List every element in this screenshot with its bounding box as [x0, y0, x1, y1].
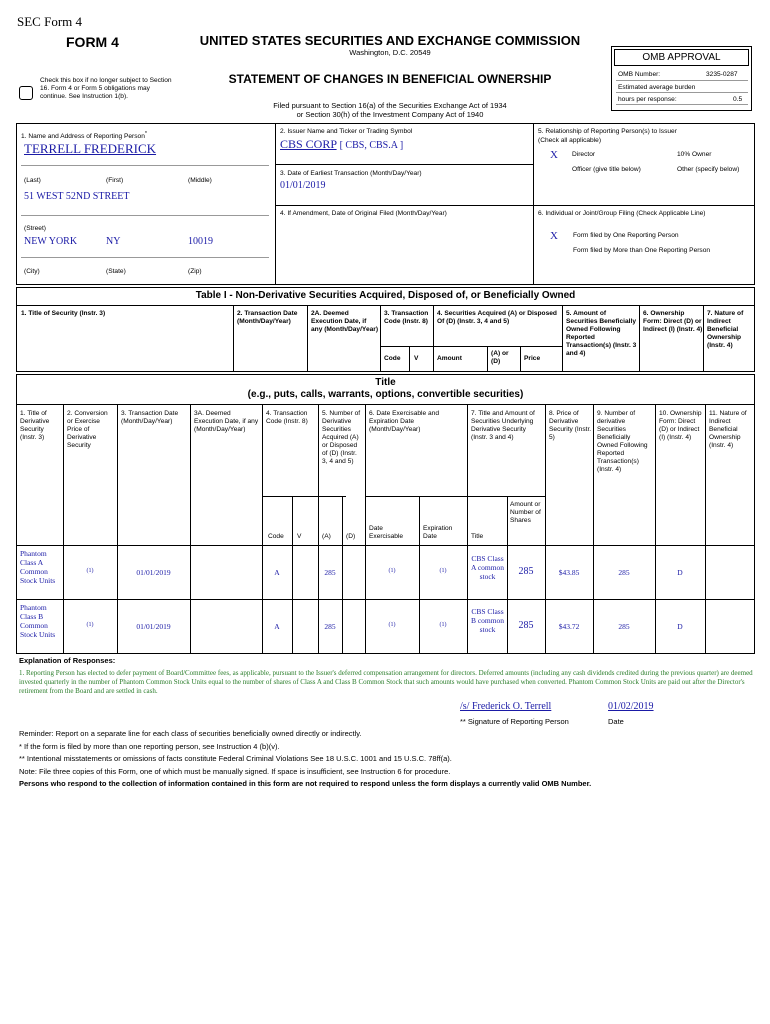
note-1: * If the form is filed by more than one reporting person, see Instruction 4 (b)(v). — [19, 742, 280, 751]
t2-col9: 9. Number of derivative Securities Beneficially Owned Following Reported Transaction(s) (Instr. 4) — [597, 410, 648, 473]
t2-col4: 4. Transaction Code (Instr. 8) — [266, 410, 308, 425]
relationship-label: 5. Relationship of Reporting Person(s) to Issuer — [538, 128, 677, 135]
table-2-subtitle: (e.g., puts, calls, warrants, options, convertible securities) — [247, 389, 524, 400]
t1-col6: 6. Ownership Form: Direct (D) or Indirect (I) (Instr. 4) — [643, 310, 703, 333]
t1-a-or-d: (A) or (D) — [491, 350, 509, 365]
amendment-label: 4. If Amendment, Date of Original Filed (Month/Day/Year) — [280, 210, 447, 217]
issuer-name[interactable]: CBS CORP — [280, 137, 337, 151]
sec-form-label: SEC Form 4 — [17, 14, 83, 29]
t2-col1: 1. Title of Derivative Security (Instr. 3) — [20, 410, 50, 441]
other-label: Other (specify below) — [677, 166, 740, 173]
t2-expiration-date: Expiration Date — [423, 525, 453, 540]
t2-row2-price: $43.72 — [558, 622, 580, 631]
t2-col6: 6. Date Exercisable and Expiration Date (Month/Day/Year) — [369, 410, 440, 433]
director-label: Director — [572, 151, 596, 158]
t2-col3a: 3A. Deemed Execution Date, if any (Month/Day/Year) — [194, 410, 259, 433]
relationship-sublabel: (Check all applicable) — [538, 137, 602, 144]
t1-amount: Amount — [437, 355, 462, 362]
last-label: (Last) — [24, 177, 41, 184]
t2-col11: 11. Nature of Indirect Beneficial Ownership (Instr. 4) — [709, 410, 747, 449]
earliest-date-label: 3. Date of Earliest Transaction (Month/Day/Year) — [280, 170, 422, 177]
t2-row2-code: A — [274, 622, 280, 631]
t2-row2-amount: 285 — [324, 622, 336, 631]
statement-title: STATEMENT OF CHANGES IN BENEFICIAL OWNERSHIP — [228, 72, 552, 86]
ten-percent-label: 10% Owner — [677, 151, 712, 158]
t2-row2-date: 01/01/2019 — [136, 622, 171, 631]
t2-col7: 7. Title and Amount of Securities Underlying Derivative Security (Instr. 3 and 4) — [471, 410, 535, 441]
t2-row1-underlying-amount: 285 — [518, 566, 534, 577]
t2-row2-exercisable: (1) — [388, 622, 396, 628]
t2-date-exercisable: Date Exercisable — [369, 525, 404, 540]
reporting-person-label: 1. Name and Address of Reporting Person* — [21, 131, 148, 141]
t2-row2-underlying-amount: 285 — [518, 620, 534, 631]
date-label: Date — [608, 717, 624, 726]
state-value: NY — [106, 236, 121, 247]
t1-col5: 5. Amount of Securities Beneficially Owned Following Reported Transaction(s) (Instr. 3 and 4) — [566, 310, 637, 357]
issuer-ticker: [ CBS, CBS.A ] — [339, 140, 404, 151]
commission-title: UNITED STATES SECURITIES AND EXCHANGE COMMISSION — [199, 33, 581, 48]
one-person-label: Form filed by One Reporting Person — [573, 232, 679, 239]
note-2: ** Intentional misstatements or omissions of facts constitute Federal Criminal Violations See 18 U.S.C. 1001 and 15 U.S.C. 78ff(a). — [19, 754, 452, 763]
officer-label: Officer (give title below) — [572, 166, 641, 173]
t1-col2: 2. Transaction Date (Month/Day/Year) — [237, 310, 298, 325]
t1-col2a: 2A. Deemed Execution Date, if any (Month/Day/Year) — [311, 310, 379, 333]
t2-amount-shares: Amount or Number of Shares — [510, 501, 541, 524]
filed-line-2: or Section 30(h) of the Investment Company Act of 1940 — [296, 110, 484, 119]
city-label: (City) — [24, 268, 40, 275]
t1-v: V — [414, 355, 419, 362]
omb-hours-label: hours per response: — [618, 96, 677, 103]
t2-d: (D) — [346, 533, 356, 540]
t2-row2-security: Phantom Class B Common Stock Units — [20, 603, 56, 639]
street-label: (Street) — [24, 225, 46, 232]
t1-col7: 7. Nature of Indirect Beneficial Ownership (Instr. 4) — [707, 310, 744, 349]
note-3: Note: File three copies of this Form, one of which must be manually signed. If space is insufficient, see Instruction 6 for procedure. — [19, 767, 451, 776]
t2-a: (A) — [322, 533, 331, 540]
t1-price: Price — [524, 355, 541, 362]
reporting-person-name[interactable]: TERRELL FREDERICK — [24, 141, 157, 156]
t2-row1-form: D — [677, 568, 683, 577]
explanation-text: 1. Reporting Person has elected to defer payment of Board/Committee fees, as applicable, pursuant to the Issuer's deferred compensation arrangement for directors. Deferred amounts (including any cash dividends credited during the previous quarter) are deemed invested quarterly in the number of Phantom Common Stock Units equal to the number of shares of Class A and Class B Common Stock that such amounts would have purchased when converted. Phantom Common Stock Units are paid out after the Director's retirement from the Board and are settled in cash. — [19, 669, 753, 696]
persons-notice: Persons who respond to the collection of information contained in this form are not required to respond unless the form displays a currently valid OMB Number. — [19, 779, 592, 788]
director-mark[interactable]: X — [550, 149, 558, 161]
t2-col8: 8. Price of Derivative Security (Instr. 5) — [549, 410, 592, 441]
t2-row2-conversion: (1) — [86, 622, 94, 628]
filed-line-1: Filed pursuant to Section 16(a) of the Securities Exchange Act of 1934 — [273, 101, 507, 110]
checkbox-text: Check this box if no longer subject to Section 16. Form 4 or Form 5 obligations may continue. See Instruction 1(b). — [40, 77, 172, 100]
t2-row1-security: Phantom Class A Common Stock Units — [20, 549, 56, 585]
t2-col5: 5. Number of Derivative Securities Acquired (A) or Disposed of (D) (Instr. 3, 4 and 5) — [322, 410, 361, 465]
omb-number-value: 3235-0287 — [706, 71, 738, 78]
t2-row2-owned: 285 — [618, 622, 630, 631]
signature-name: /s/ Frederick O. Terrell — [460, 701, 552, 712]
issuer-name-row — [280, 137, 403, 152]
zip-label: (Zip) — [188, 268, 202, 275]
t2-row1-underlying-title: CBS Class A common stock — [470, 554, 505, 581]
t2-row1-exercisable: (1) — [388, 568, 396, 574]
signature-label: ** Signature of Reporting Person — [460, 717, 569, 726]
signature-date: 01/02/2019 — [608, 701, 654, 712]
omb-number-label: OMB Number: — [618, 71, 661, 78]
t1-col1: 1. Title of Security (Instr. 3) — [21, 310, 106, 317]
t2-row1-date: 01/01/2019 — [136, 568, 171, 577]
form-label: FORM 4 — [66, 34, 119, 50]
issuer-label: 2. Issuer Name and Ticker or Trading Symbol — [280, 128, 413, 135]
t1-col3: 3. Transaction Code (Instr. 8) — [384, 310, 429, 325]
more-person-label: Form filed by More than One Reporting Person — [573, 247, 711, 254]
t2-row2-expiration: (1) — [439, 622, 447, 628]
t2-row1-code: A — [274, 568, 280, 577]
table-2-title: Title — [375, 377, 396, 388]
t2-col3: 3. Transaction Date (Month/Day/Year) — [121, 410, 179, 425]
filing-label: 6. Individual or Joint/Group Filing (Check Applicable Line) — [538, 210, 706, 217]
t2-v: V — [297, 533, 302, 540]
table-1-title: Table I - Non-Derivative Securities Acquired, Disposed of, or Beneficially Owned — [195, 290, 576, 301]
t1-code: Code — [384, 355, 401, 362]
explanation-heading: Explanation of Responses: — [19, 656, 116, 665]
t2-row2-underlying-title: CBS Class B common stock — [470, 607, 505, 634]
one-person-mark[interactable]: X — [550, 230, 558, 242]
city-value: NEW YORK — [24, 236, 78, 247]
t2-row1-expiration: (1) — [439, 568, 447, 574]
reminder-text: Reminder: Report on a separate line for each class of securities beneficially owned directly or indirectly. — [19, 729, 362, 738]
t2-code: Code — [268, 533, 284, 540]
t1-col4: 4. Securities Acquired (A) or Disposed Of (D) (Instr. 3, 4 and 5) — [437, 310, 557, 325]
first-label: (First) — [106, 177, 124, 184]
state-label: (State) — [106, 268, 126, 275]
street-value: 51 WEST 52ND STREET — [24, 191, 130, 202]
omb-title: OMB APPROVAL — [642, 52, 721, 63]
t2-row1-owned: 285 — [618, 568, 630, 577]
omb-hours-value: 0.5 — [733, 96, 743, 103]
no-longer-subject-checkbox[interactable] — [19, 86, 33, 100]
middle-label: (Middle) — [188, 177, 212, 184]
t2-title: Title — [471, 533, 484, 540]
t2-col2: 2. Conversion or Exercise Price of Derivative Security — [67, 410, 108, 449]
zip-value: 10019 — [188, 236, 213, 247]
commission-city: Washington, D.C. 20549 — [349, 48, 431, 57]
t2-row1-amount: 285 — [324, 568, 336, 577]
earliest-date-value: 01/01/2019 — [280, 180, 326, 191]
t2-col10: 10. Ownership Form: Direct (D) or Indirect (I) (Instr. 4) — [659, 410, 702, 441]
omb-burden-label: Estimated average burden — [618, 84, 696, 91]
t2-row2-form: D — [677, 622, 683, 631]
t2-row1-price: $43.85 — [558, 568, 580, 577]
t2-row1-conversion: (1) — [86, 568, 94, 574]
